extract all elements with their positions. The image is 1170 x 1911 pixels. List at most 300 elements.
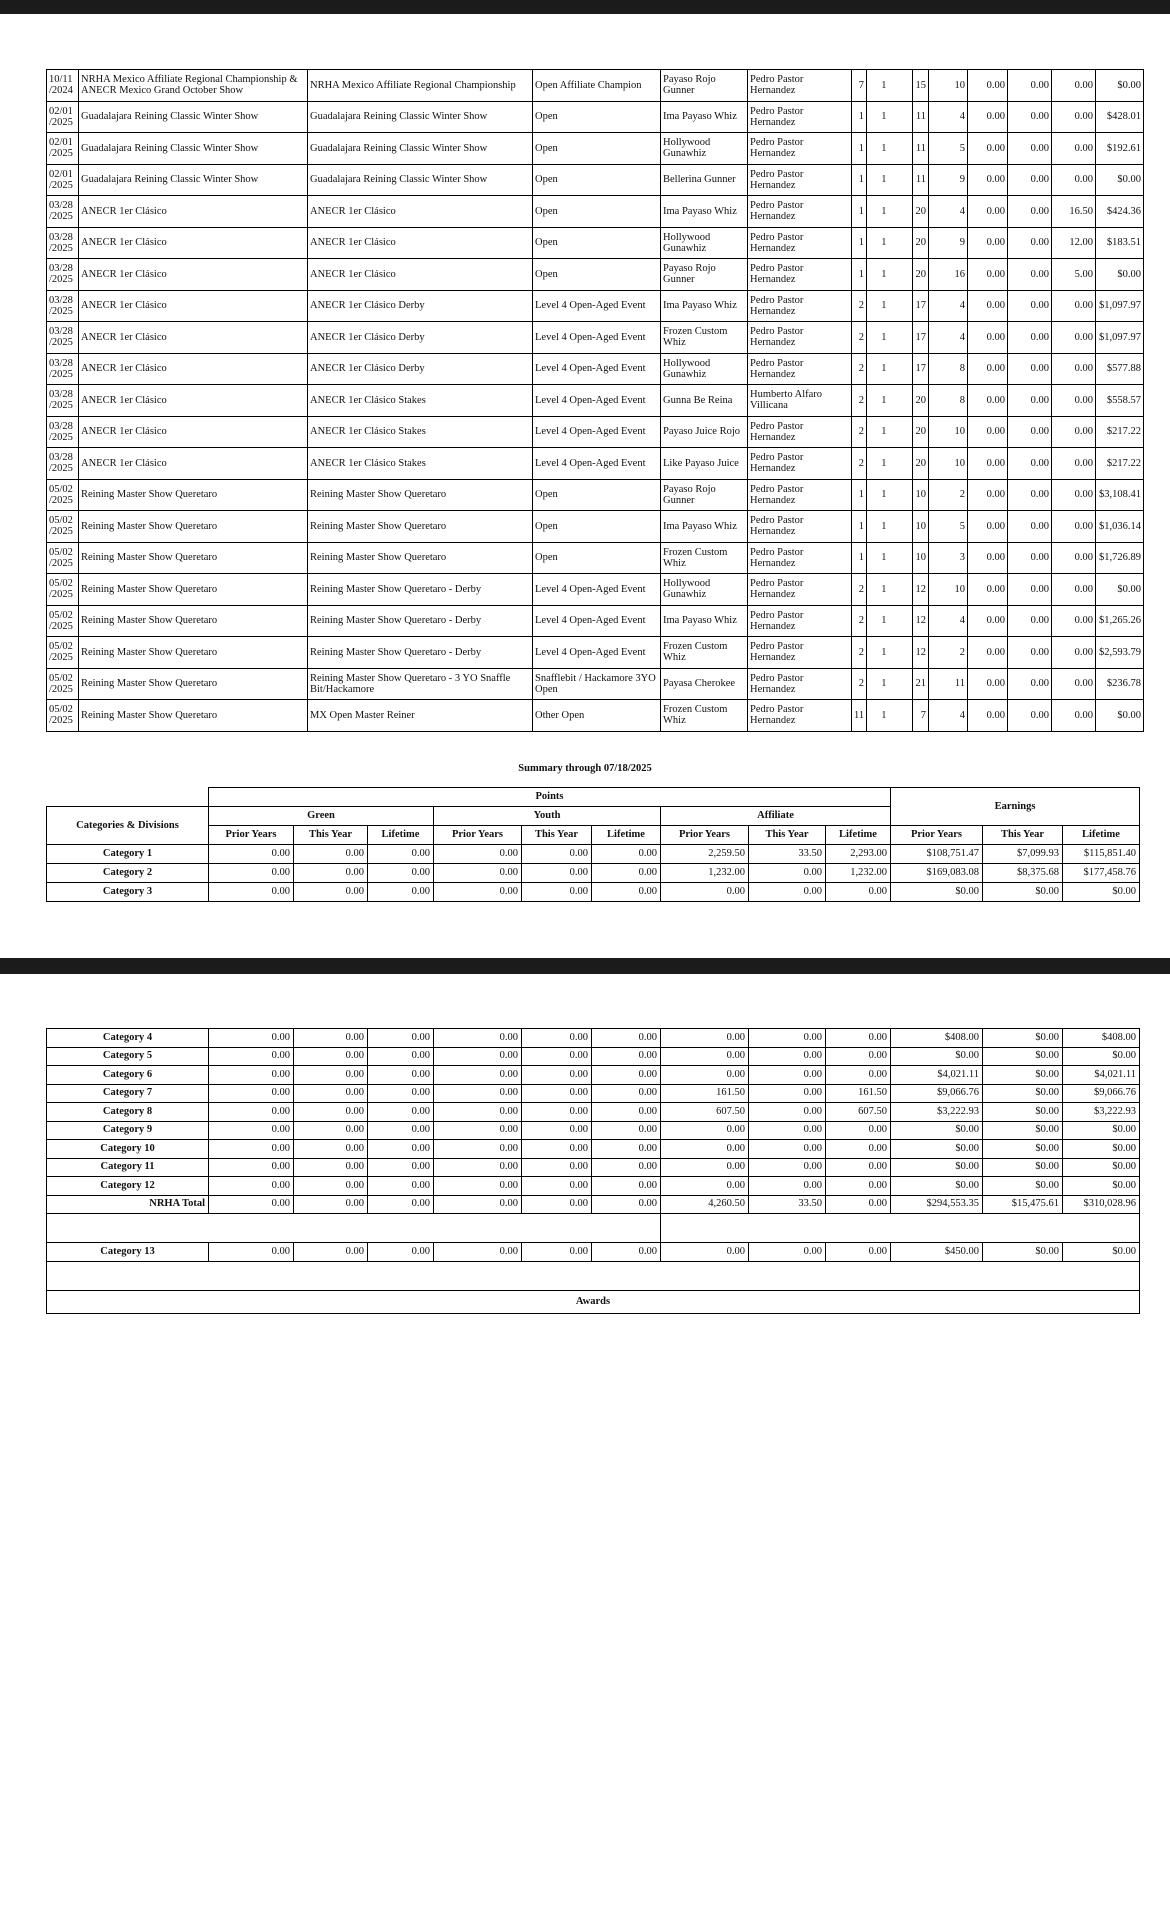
- summary-row: [47, 1029, 1140, 1048]
- earnings-cell: $428.01: [1096, 101, 1144, 133]
- earnings-cell: $0.00: [1096, 259, 1144, 291]
- summary-value: 0.00: [592, 864, 661, 883]
- summary-title: Summary through 07/18/2025: [518, 763, 652, 774]
- result-row: [47, 542, 1144, 574]
- summary-value: 4,260.50: [661, 1195, 749, 1214]
- points-cell: 0.00: [1008, 511, 1052, 543]
- entries-cell: 20: [913, 416, 929, 448]
- rider-cell: Pedro Pastor Hernandez: [748, 227, 852, 259]
- spacer-cell: [889, 322, 913, 354]
- summary-value: $7,099.93: [983, 845, 1063, 864]
- summary-value: 0.00: [434, 1121, 522, 1140]
- placing-cell: 8: [929, 353, 968, 385]
- summary-value: $15,475.61: [983, 1195, 1063, 1214]
- rider-cell: Pedro Pastor Hernandez: [748, 605, 852, 637]
- summary-value: 0.00: [368, 1140, 434, 1159]
- horse-cell: Hollywood Gunawhiz: [661, 227, 748, 259]
- summary-value: 0.00: [522, 1121, 592, 1140]
- entries-cell: 17: [913, 322, 929, 354]
- count-cell: 1: [852, 542, 867, 574]
- count-cell: 1: [867, 70, 889, 102]
- points-cell: 0.00: [968, 574, 1008, 606]
- earnings-cell: $0.00: [1096, 70, 1144, 102]
- points-cell: 0.00: [1008, 259, 1052, 291]
- category-name: Category 6: [47, 1066, 209, 1085]
- summary-value: $0.00: [983, 1047, 1063, 1066]
- result-row: [47, 70, 1144, 102]
- summary-value: $0.00: [1063, 1243, 1140, 1262]
- summary-table-continued: [46, 1028, 1140, 1314]
- earnings-cell: $3,108.41: [1096, 479, 1144, 511]
- horse-cell: Hollywood Gunawhiz: [661, 353, 748, 385]
- category-name: Category 1: [47, 845, 209, 864]
- spacer-cell: [889, 70, 913, 102]
- category-name: Category 4: [47, 1029, 209, 1048]
- count-cell: 1: [867, 479, 889, 511]
- summary-value: 0.00: [522, 1158, 592, 1177]
- spacer-cell: [889, 164, 913, 196]
- show-name-cell: ANECR 1er Clásico: [79, 385, 308, 417]
- summary-value: $177,458.76: [1063, 864, 1140, 883]
- column-header: This Year: [522, 826, 592, 845]
- summary-value: 0.00: [368, 845, 434, 864]
- summary-value: 0.00: [749, 1047, 826, 1066]
- points-cell: 0.00: [1052, 479, 1096, 511]
- event-name-cell: Reining Master Show Queretaro: [308, 511, 533, 543]
- rider-cell: Pedro Pastor Hernandez: [748, 416, 852, 448]
- summary-value: 0.00: [368, 1029, 434, 1048]
- rider-cell: Pedro Pastor Hernandez: [748, 322, 852, 354]
- count-cell: 1: [867, 605, 889, 637]
- entries-cell: 10: [913, 511, 929, 543]
- points-cell: 0.00: [1052, 70, 1096, 102]
- show-name-cell: Reining Master Show Queretaro: [79, 700, 308, 732]
- summary-value: 0.00: [209, 1177, 294, 1196]
- spacer-cell: [889, 385, 913, 417]
- summary-value: 0.00: [294, 883, 368, 902]
- rider-cell: Pedro Pastor Hernandez: [748, 668, 852, 700]
- points-cell: 0.00: [968, 542, 1008, 574]
- class-cell: Level 4 Open-Aged Event: [533, 290, 661, 322]
- summary-value: $0.00: [983, 1084, 1063, 1103]
- show-name-cell: Reining Master Show Queretaro: [79, 668, 308, 700]
- event-name-cell: ANECR 1er Clásico Stakes: [308, 385, 533, 417]
- points-cell: 0.00: [1052, 574, 1096, 606]
- spacer-cell: [889, 511, 913, 543]
- summary-value: $0.00: [1063, 1047, 1140, 1066]
- class-cell: Open: [533, 101, 661, 133]
- points-cell: 0.00: [968, 322, 1008, 354]
- summary-value: 0.00: [749, 1140, 826, 1159]
- count-cell: 1: [867, 164, 889, 196]
- summary-row: [47, 1047, 1140, 1066]
- spacer-cell: [889, 637, 913, 669]
- show-name-cell: ANECR 1er Clásico: [79, 353, 308, 385]
- show-name-cell: NRHA Mexico Affiliate Regional Championship & ANECR Mexico Grand October Show: [79, 70, 308, 102]
- summary-value: 1,232.00: [826, 864, 891, 883]
- summary-value: $310,028.96: [1063, 1195, 1140, 1214]
- class-cell: Open: [533, 196, 661, 228]
- count-cell: 1: [867, 700, 889, 732]
- summary-value: 0.00: [434, 845, 522, 864]
- results-table: [46, 69, 1144, 732]
- placing-cell: 4: [929, 700, 968, 732]
- spacer-cell: [889, 448, 913, 480]
- show-name-cell: Reining Master Show Queretaro: [79, 637, 308, 669]
- spacer-cell: [889, 574, 913, 606]
- earnings-cell: $0.00: [1096, 164, 1144, 196]
- rider-cell: Pedro Pastor Hernandez: [748, 259, 852, 291]
- points-cell: 0.00: [1052, 542, 1096, 574]
- summary-value: 0.00: [661, 1140, 749, 1159]
- date-cell: 03/28 /2025: [47, 322, 79, 354]
- class-cell: Level 4 Open-Aged Event: [533, 322, 661, 354]
- summary-value: 0.00: [294, 1066, 368, 1085]
- points-cell: 0.00: [1008, 448, 1052, 480]
- summary-value: 0.00: [826, 1029, 891, 1048]
- points-cell: 0.00: [1008, 385, 1052, 417]
- summary-value: 0.00: [749, 1158, 826, 1177]
- date-cell: 03/28 /2025: [47, 448, 79, 480]
- earnings-cell: $1,036.14: [1096, 511, 1144, 543]
- placing-cell: 2: [929, 479, 968, 511]
- summary-value: $4,021.11: [891, 1066, 983, 1085]
- show-name-cell: Guadalajara Reining Classic Winter Show: [79, 133, 308, 165]
- spacer-cell: [889, 227, 913, 259]
- earnings-cell: $2,593.79: [1096, 637, 1144, 669]
- result-row: [47, 668, 1144, 700]
- summary-value: 0.00: [592, 1140, 661, 1159]
- count-cell: 1: [867, 511, 889, 543]
- summary-value: $450.00: [891, 1243, 983, 1262]
- summary-value: 0.00: [826, 1047, 891, 1066]
- summary-value: 0.00: [749, 1121, 826, 1140]
- awards-row: [47, 1290, 1140, 1313]
- spacer-cell: [889, 479, 913, 511]
- summary-value: $0.00: [891, 1158, 983, 1177]
- count-cell: 7: [852, 70, 867, 102]
- entries-cell: 20: [913, 385, 929, 417]
- column-header: Lifetime: [826, 826, 891, 845]
- date-cell: 02/01 /2025: [47, 164, 79, 196]
- earnings-cell: $1,097.97: [1096, 290, 1144, 322]
- entries-cell: 11: [913, 164, 929, 196]
- summary-value: 0.00: [368, 1103, 434, 1122]
- result-row: [47, 448, 1144, 480]
- summary-value: 0.00: [209, 883, 294, 902]
- summary-value: $0.00: [1063, 1177, 1140, 1196]
- event-name-cell: Reining Master Show Queretaro: [308, 479, 533, 511]
- summary-value: 0.00: [522, 1084, 592, 1103]
- points-cell: 0.00: [1008, 542, 1052, 574]
- class-cell: Open Affiliate Champion: [533, 70, 661, 102]
- category-name: NRHA Total: [47, 1195, 209, 1214]
- summary-value: 33.50: [749, 845, 826, 864]
- entries-cell: 20: [913, 196, 929, 228]
- spacer-cell: [889, 605, 913, 637]
- summary-row: [47, 883, 1140, 902]
- class-cell: Open: [533, 479, 661, 511]
- summary-value: 0.00: [434, 1066, 522, 1085]
- summary-value: $0.00: [1063, 1140, 1140, 1159]
- result-row: [47, 700, 1144, 732]
- earnings-cell: $577.88: [1096, 353, 1144, 385]
- class-cell: Level 4 Open-Aged Event: [533, 448, 661, 480]
- category-name: Category 5: [47, 1047, 209, 1066]
- column-header: This Year: [294, 826, 368, 845]
- result-row: [47, 416, 1144, 448]
- summary-value: 0.00: [294, 1140, 368, 1159]
- summary-value: 0.00: [434, 1195, 522, 1214]
- summary-value: 607.50: [661, 1103, 749, 1122]
- horse-cell: Ima Payaso Whiz: [661, 511, 748, 543]
- event-name-cell: Reining Master Show Queretaro - Derby: [308, 574, 533, 606]
- show-name-cell: ANECR 1er Clásico: [79, 227, 308, 259]
- horse-cell: Payaso Juice Rojo: [661, 416, 748, 448]
- summary-row: [47, 1121, 1140, 1140]
- event-name-cell: ANECR 1er Clásico Derby: [308, 322, 533, 354]
- summary-row: [47, 1066, 1140, 1085]
- points-cell: 0.00: [1052, 511, 1096, 543]
- placing-cell: 10: [929, 70, 968, 102]
- youth-group-header: Youth: [434, 807, 661, 826]
- count-cell: 2: [852, 668, 867, 700]
- earnings-cell: $0.00: [1096, 700, 1144, 732]
- summary-value: 0.00: [661, 1121, 749, 1140]
- placing-cell: 5: [929, 511, 968, 543]
- count-cell: 1: [867, 133, 889, 165]
- entries-cell: 15: [913, 70, 929, 102]
- summary-value: 0.00: [661, 883, 749, 902]
- earnings-cell: $1,097.97: [1096, 322, 1144, 354]
- rider-cell: Pedro Pastor Hernandez: [748, 101, 852, 133]
- summary-value: $0.00: [983, 1140, 1063, 1159]
- summary-value: 0.00: [294, 1158, 368, 1177]
- summary-value: 0.00: [592, 1177, 661, 1196]
- category-name: Category 8: [47, 1103, 209, 1122]
- show-name-cell: Guadalajara Reining Classic Winter Show: [79, 164, 308, 196]
- rider-cell: Humberto Alfaro Villicana: [748, 385, 852, 417]
- summary-value: 0.00: [749, 1103, 826, 1122]
- earnings-cell: $217.22: [1096, 416, 1144, 448]
- blank-cell: [47, 1214, 661, 1243]
- summary-value: 0.00: [522, 1177, 592, 1196]
- count-cell: 2: [852, 322, 867, 354]
- points-cell: 0.00: [1008, 133, 1052, 165]
- spacer-cell: [889, 101, 913, 133]
- summary-value: 1,232.00: [661, 864, 749, 883]
- summary-value: 0.00: [826, 1177, 891, 1196]
- rider-cell: Pedro Pastor Hernandez: [748, 353, 852, 385]
- horse-cell: Payasa Cherokee: [661, 668, 748, 700]
- event-name-cell: ANECR 1er Clásico Derby: [308, 353, 533, 385]
- placing-cell: 3: [929, 542, 968, 574]
- points-cell: 5.00: [1052, 259, 1096, 291]
- placing-cell: 10: [929, 416, 968, 448]
- category-name: Category 10: [47, 1140, 209, 1159]
- summary-value: $0.00: [983, 1029, 1063, 1048]
- summary-value: $3,222.93: [1063, 1103, 1140, 1122]
- entries-cell: 10: [913, 542, 929, 574]
- points-cell: 0.00: [1052, 448, 1096, 480]
- count-cell: 2: [852, 605, 867, 637]
- date-cell: 05/02 /2025: [47, 637, 79, 669]
- class-cell: Open: [533, 227, 661, 259]
- entries-cell: 11: [913, 133, 929, 165]
- horse-cell: Frozen Custom Whiz: [661, 322, 748, 354]
- class-cell: Open: [533, 542, 661, 574]
- earnings-cell: $1,265.26: [1096, 605, 1144, 637]
- summary-value: 0.00: [522, 1103, 592, 1122]
- event-name-cell: ANECR 1er Clásico Stakes: [308, 416, 533, 448]
- count-cell: 1: [867, 637, 889, 669]
- result-row: [47, 164, 1144, 196]
- entries-cell: 20: [913, 259, 929, 291]
- points-cell: 0.00: [1008, 479, 1052, 511]
- points-cell: 0.00: [968, 133, 1008, 165]
- summary-value: 0.00: [592, 1158, 661, 1177]
- summary-value: 0.00: [826, 883, 891, 902]
- summary-value: $3,222.93: [891, 1103, 983, 1122]
- result-row: [47, 385, 1144, 417]
- summary-value: 0.00: [368, 883, 434, 902]
- placing-cell: 11: [929, 668, 968, 700]
- spacer-cell: [889, 259, 913, 291]
- category-name: Category 3: [47, 883, 209, 902]
- entries-cell: 12: [913, 605, 929, 637]
- points-cell: 0.00: [968, 70, 1008, 102]
- column-header: This Year: [749, 826, 826, 845]
- spacer-cell: [889, 353, 913, 385]
- category-name: Category 2: [47, 864, 209, 883]
- event-name-cell: Reining Master Show Queretaro - Derby: [308, 637, 533, 669]
- spacer-cell: [889, 416, 913, 448]
- date-cell: 03/28 /2025: [47, 227, 79, 259]
- date-cell: 03/28 /2025: [47, 259, 79, 291]
- summary-value: 0.00: [592, 1029, 661, 1048]
- show-name-cell: ANECR 1er Clásico: [79, 416, 308, 448]
- summary-value: $0.00: [1063, 1121, 1140, 1140]
- summary-value: 0.00: [209, 1103, 294, 1122]
- summary-value: $169,083.08: [891, 864, 983, 883]
- points-cell: 0.00: [1052, 605, 1096, 637]
- date-cell: 10/11 /2024: [47, 70, 79, 102]
- count-cell: 1: [867, 196, 889, 228]
- count-cell: 2: [852, 353, 867, 385]
- points-cell: 0.00: [968, 385, 1008, 417]
- show-name-cell: Reining Master Show Queretaro: [79, 605, 308, 637]
- summary-value: 0.00: [661, 1047, 749, 1066]
- count-cell: 1: [852, 164, 867, 196]
- points-cell: 0.00: [968, 227, 1008, 259]
- summary-row: [47, 1158, 1140, 1177]
- summary-value: 0.00: [209, 1029, 294, 1048]
- earnings-cell: $183.51: [1096, 227, 1144, 259]
- rider-cell: Pedro Pastor Hernandez: [748, 511, 852, 543]
- points-cell: 0.00: [968, 668, 1008, 700]
- class-cell: Open: [533, 511, 661, 543]
- summary-value: 0.00: [434, 1103, 522, 1122]
- summary-value: 0.00: [368, 1195, 434, 1214]
- horse-cell: Payaso Rojo Gunner: [661, 259, 748, 291]
- rider-cell: Pedro Pastor Hernandez: [748, 133, 852, 165]
- summary-value: $0.00: [1063, 883, 1140, 902]
- summary-value: 0.00: [368, 1066, 434, 1085]
- rider-cell: Pedro Pastor Hernandez: [748, 448, 852, 480]
- result-row: [47, 511, 1144, 543]
- date-cell: 05/02 /2025: [47, 668, 79, 700]
- points-cell: 0.00: [968, 700, 1008, 732]
- summary-value: 0.00: [826, 1243, 891, 1262]
- points-cell: 12.00: [1052, 227, 1096, 259]
- points-cell: 0.00: [1008, 164, 1052, 196]
- earnings-cell: $558.57: [1096, 385, 1144, 417]
- show-name-cell: ANECR 1er Clásico: [79, 322, 308, 354]
- column-header: Prior Years: [661, 826, 749, 845]
- summary-value: $294,553.35: [891, 1195, 983, 1214]
- summary-row: [47, 864, 1140, 883]
- entries-cell: 11: [913, 101, 929, 133]
- date-cell: 05/02 /2025: [47, 574, 79, 606]
- summary-value: 0.00: [209, 1140, 294, 1159]
- summary-value: $8,375.68: [983, 864, 1063, 883]
- top-dark-bar: [0, 0, 1170, 14]
- class-cell: Level 4 Open-Aged Event: [533, 385, 661, 417]
- summary-value: 0.00: [749, 1243, 826, 1262]
- horse-cell: Frozen Custom Whiz: [661, 637, 748, 669]
- summary-value: 0.00: [661, 1066, 749, 1085]
- result-row: [47, 133, 1144, 165]
- class-cell: Open: [533, 259, 661, 291]
- points-cell: 0.00: [1052, 133, 1096, 165]
- result-row: [47, 290, 1144, 322]
- rider-cell: Pedro Pastor Hernandez: [748, 196, 852, 228]
- horse-cell: Payaso Rojo Gunner: [661, 479, 748, 511]
- points-cell: 0.00: [968, 479, 1008, 511]
- summary-value: 0.00: [661, 1243, 749, 1262]
- summary-value: 0.00: [434, 1177, 522, 1196]
- date-cell: 03/28 /2025: [47, 196, 79, 228]
- entries-cell: 17: [913, 353, 929, 385]
- column-header: Lifetime: [368, 826, 434, 845]
- points-cell: 0.00: [1008, 227, 1052, 259]
- summary-value: 0.00: [749, 864, 826, 883]
- event-name-cell: ANECR 1er Clásico: [308, 196, 533, 228]
- count-cell: 2: [852, 448, 867, 480]
- points-cell: 0.00: [1052, 101, 1096, 133]
- summary-value: $0.00: [891, 1121, 983, 1140]
- points-cell: 0.00: [1008, 70, 1052, 102]
- column-header: Lifetime: [592, 826, 661, 845]
- class-cell: Open: [533, 164, 661, 196]
- summary-value: $0.00: [983, 1243, 1063, 1262]
- horse-cell: Hollywood Gunawhiz: [661, 133, 748, 165]
- horse-cell: Ima Payaso Whiz: [661, 290, 748, 322]
- summary-value: 0.00: [294, 864, 368, 883]
- event-name-cell: Guadalajara Reining Classic Winter Show: [308, 164, 533, 196]
- column-header: Prior Years: [891, 826, 983, 845]
- blank-cell: [47, 1261, 1140, 1290]
- blank-cell: [661, 1214, 1140, 1243]
- entries-cell: 20: [913, 227, 929, 259]
- column-header: Prior Years: [209, 826, 294, 845]
- summary-value: $108,751.47: [891, 845, 983, 864]
- summary-row: [47, 1177, 1140, 1196]
- summary-value: 0.00: [434, 883, 522, 902]
- category-name: Category 13: [47, 1243, 209, 1262]
- horse-cell: Frozen Custom Whiz: [661, 542, 748, 574]
- summary-value: 0.00: [592, 1066, 661, 1085]
